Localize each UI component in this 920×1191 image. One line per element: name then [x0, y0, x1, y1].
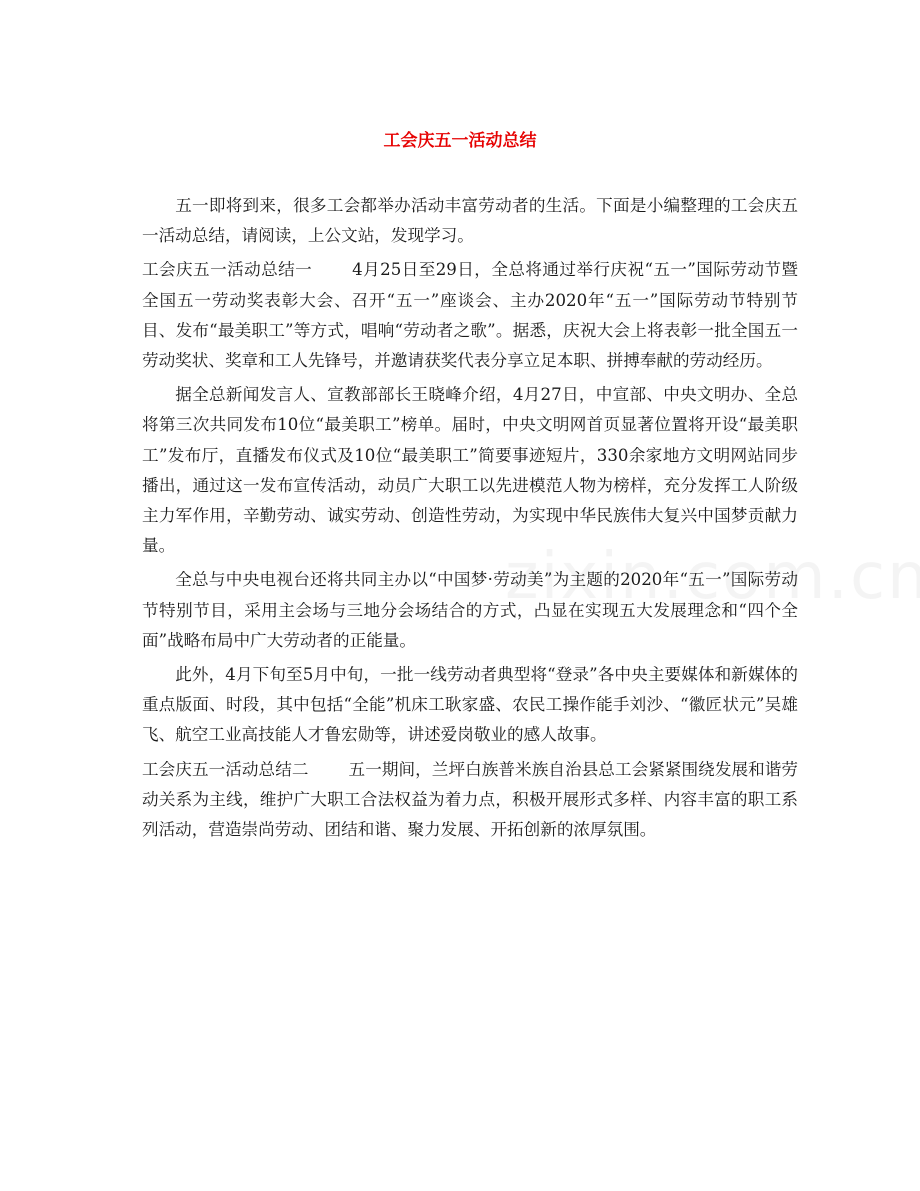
section-2-text: 五一期间，兰坪白族普米族自治县总工会紧紧围绕发展和谐劳动关系为主线，维护广大职工合法权益为着力点，积极开展形式多样、内容丰富的职工系列活动，营造崇尚劳动、团结和谐、聚力发展、开拓创新的浓厚氛围。 — [142, 759, 799, 840]
section-1-text: 4月25日至29日，全总将通过举行庆祝“五一”国际劳动节暨全国五一劳动奖表彰大会、召开“五一”座谈会、主办2020年“五一”国际劳动节特别节目、发布“最美职工”等方式，唱响“劳动者之歌”。据悉，庆祝大会上将表彰一批全国五一劳动奖状、奖章和工人先锋号，并邀请获奖代表分享立足本职、拼搏奉献的劳动经历。 — [142, 260, 798, 371]
document-body — [142, 191, 798, 849]
paragraph-3: 全总与中央电视台还将共同主办以“中国梦·劳动美”为主题的2020年“五一”国际劳动节特别节目，采用主会场与三地分会场结合的方式，凸显在实现五大发展理念和“四个全面”战略布局中广大劳动者的正能量。 — [142, 570, 798, 650]
paragraph-4: 此外，4月下旬至5月中旬，一批一线劳动者典型将“登录”各中央主要媒体和新媒体的重点版面、时段，其中包括“全能”机床工耿家盛、农民工操作能手刘沙、“徽匠状元”吴雄飞、航空工业高技能人才鲁宏勋等，讲述爱岗敬业的感人故事。 — [142, 665, 798, 745]
section-2-paragraph — [142, 755, 798, 846]
section-2-heading: 工会庆五一活动总结二 — [142, 759, 309, 779]
section-1-paragraph — [142, 255, 798, 376]
intro-paragraph: 五一即将到来，很多工会都举办活动丰富劳动者的生活。下面是小编整理的工会庆五一活动总结，请阅读，上公文站，发现学习。 — [142, 196, 798, 246]
document-title: 工会庆五一活动总结 — [383, 131, 537, 151]
section-1-heading: 工会庆五一活动总结一 — [142, 260, 313, 280]
paragraph-2: 据全总新闻发言人、宣教部部长王晓峰介绍，4月27日，中宣部、中央文明办、全总将第三次共同发布10位“最美职工”榜单。届时，中央文明网首页显著位置将开设“最美职工”发布厅，直播发布仪式及10位“最美职工”简要事迹短片，330余家地方文明网站同步播出，通过这一发布宣传活动，动员广大职工以先进模范人物为榜样，充分发挥工人阶级主力军作用，辛勤劳动、诚实劳动、创造性劳动，为实现中华民族伟大复兴中国梦贡献力量。 — [142, 385, 798, 556]
